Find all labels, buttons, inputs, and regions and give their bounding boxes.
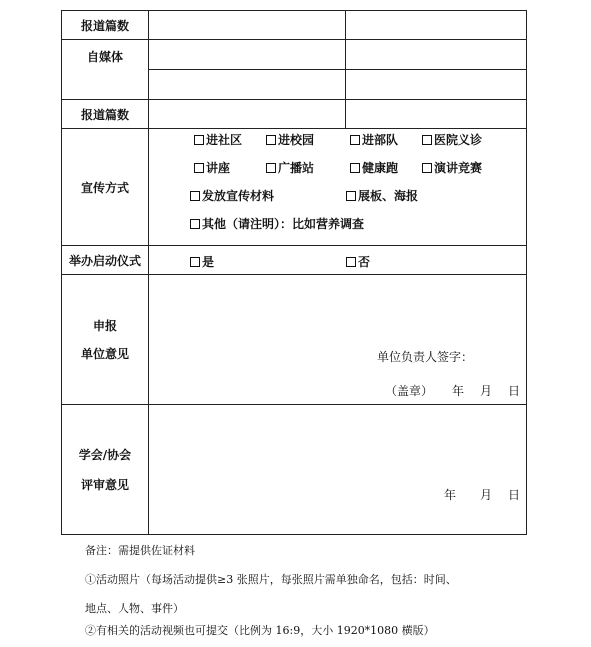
checkbox-icon[interactable] <box>346 191 356 201</box>
ceremony-options-cell <box>149 246 527 275</box>
option-materials[interactable]: 发放宣传材料 <box>190 187 274 204</box>
ceremony-label: 举办启动仪式 <box>62 246 149 275</box>
self-media-cell-2b[interactable] <box>346 70 527 100</box>
checkbox-icon[interactable] <box>190 191 200 201</box>
checkbox-icon[interactable] <box>194 163 204 173</box>
ceremony-yes-option[interactable]: 是 <box>190 253 214 270</box>
checkbox-icon[interactable] <box>350 163 360 173</box>
day-label: 日 <box>508 384 521 398</box>
report-count-cell-2b[interactable] <box>346 100 527 129</box>
checkbox-icon[interactable] <box>422 135 432 145</box>
review-day-label: 日 <box>508 488 521 502</box>
option-speech-contest[interactable]: 演讲竞赛 <box>422 159 482 176</box>
checkbox-icon[interactable] <box>346 257 356 267</box>
unit-label-line2: 单位意见 <box>80 346 129 361</box>
year-label: 年 <box>452 384 465 398</box>
month-label: 月 <box>480 384 493 398</box>
option-radio[interactable]: 广播站 <box>266 159 314 176</box>
checkbox-icon[interactable] <box>266 163 276 173</box>
report-count-label-1: 报道篇数 <box>62 11 149 40</box>
review-opinion-cell[interactable] <box>149 405 527 535</box>
option-health-run[interactable]: 健康跑 <box>350 159 398 176</box>
stamp-label: （盖章） <box>385 384 434 398</box>
review-label-line1: 学会/协会 <box>78 447 132 462</box>
notes-item1-line2: 地点、人物、事件） <box>85 602 184 615</box>
self-media-cell-1b[interactable] <box>346 40 527 70</box>
review-opinion-label <box>62 405 149 535</box>
report-count-cell-1b[interactable] <box>346 11 527 40</box>
option-hospital-clinic[interactable]: 医院义诊 <box>422 131 482 148</box>
promo-method-label: 宣传方式 <box>62 129 149 246</box>
checkbox-icon[interactable] <box>194 135 204 145</box>
option-other[interactable]: 其他（请注明）：比如营养调查 <box>190 215 364 232</box>
option-army[interactable]: 进部队 <box>350 131 398 148</box>
checkbox-icon[interactable] <box>190 257 200 267</box>
report-count-label-2: 报道篇数 <box>62 100 149 129</box>
notes-title: 备注：需提供佐证材料 <box>85 544 195 557</box>
application-form-table <box>61 10 527 535</box>
review-month-label: 月 <box>480 488 493 502</box>
report-count-cell-2a[interactable] <box>149 100 346 129</box>
promo-options-cell <box>149 129 527 246</box>
ceremony-no-option[interactable]: 否 <box>346 253 370 270</box>
checkbox-icon[interactable] <box>422 163 432 173</box>
review-year-label: 年 <box>444 488 457 502</box>
self-media-cell-1a[interactable] <box>149 40 346 70</box>
checkbox-icon[interactable] <box>190 219 200 229</box>
signature-label: 单位负责人签字： <box>377 350 474 364</box>
checkbox-icon[interactable] <box>350 135 360 145</box>
notes-item1-line1: ①活动照片（每场活动提供≥3 张照片，每张照片需单独命名，包括：时间、 <box>85 573 457 586</box>
option-posters[interactable]: 展板、海报 <box>346 187 418 204</box>
checkbox-icon[interactable] <box>266 135 276 145</box>
self-media-label: 自媒体 <box>62 40 149 100</box>
unit-opinion-label <box>62 275 149 405</box>
review-label-line2: 评审意见 <box>80 477 129 492</box>
option-lecture[interactable]: 讲座 <box>194 159 230 176</box>
self-media-cell-2a[interactable] <box>149 70 346 100</box>
notes-item2: ②有相关的活动视频也可提交（比例为 16:9，大小 1920*1080 横版） <box>85 624 435 637</box>
option-community[interactable]: 进社区 <box>194 131 242 148</box>
unit-label-line1: 申报 <box>92 318 117 333</box>
option-campus[interactable]: 进校园 <box>266 131 314 148</box>
report-count-cell-1a[interactable] <box>149 11 346 40</box>
unit-opinion-cell[interactable] <box>149 275 527 405</box>
